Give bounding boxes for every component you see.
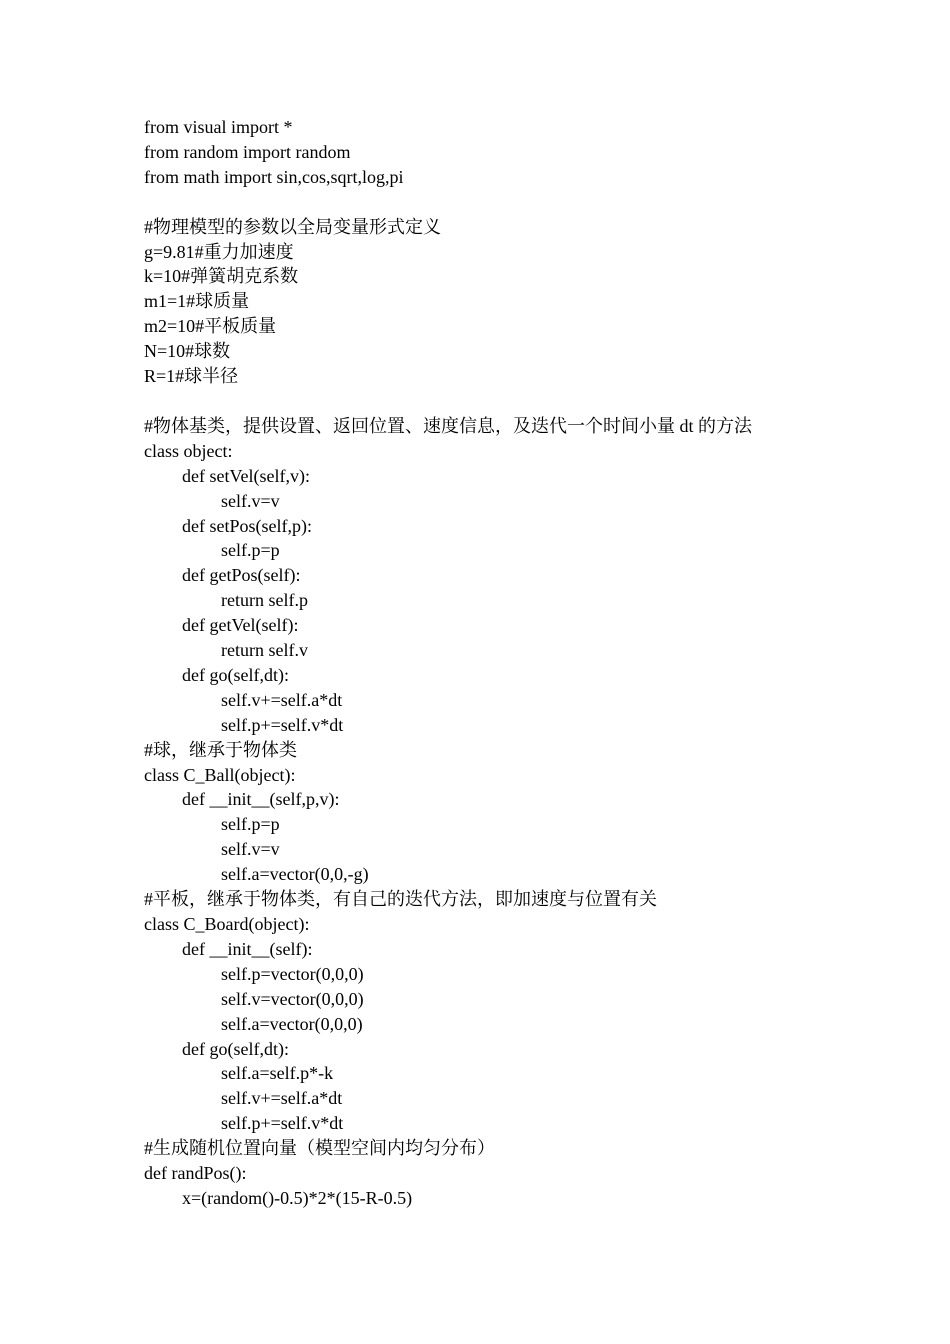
code-line: self.p=p [221,814,280,835]
code-line: return self.v [221,640,308,661]
code-line: def go(self,dt): [182,664,289,685]
code-line: m2=10#平板质量 [144,316,277,337]
code-line: class object: [144,440,233,461]
code-line [144,389,924,414]
code-line: g=9.81#重力加速度 [144,241,294,262]
code-line: def getVel(self): [182,615,299,636]
code-line: x=(random()-0.5)*2*(15-R-0.5) [182,1187,413,1208]
code-line: def go(self,dt): [182,1038,289,1059]
code-line: self.p=vector(0,0,0) [221,963,364,984]
code-line: k=10#弹簧胡克系数 [144,266,299,287]
code-line: self.v+=self.a*dt [221,1088,343,1109]
code-comment-line: #球，继承于物体类 [144,739,297,760]
code-line: self.a=vector(0,0,0) [221,1013,363,1034]
code-line [144,190,924,215]
code-line: m1=1#球质量 [144,291,250,312]
code-line: self.v=v [221,839,280,860]
code-line: self.v+=self.a*dt [221,689,343,710]
code-line: self.a=self.p*-k [221,1063,334,1084]
code-line: def setPos(self,p): [182,515,312,536]
code-line: def randPos(): [144,1163,247,1184]
code-line: class C_Ball(object): [144,764,296,785]
code-comment-line: #生成随机位置向量（模型空间内均匀分布） [144,1138,495,1159]
code-line: self.p+=self.v*dt [221,714,344,735]
code-line: self.p+=self.v*dt [221,1113,344,1134]
code-line: self.v=v [221,490,280,511]
code-line: def __init__(self,p,v): [182,789,340,810]
code-line: return self.p [221,590,308,611]
code-line: from random import random [144,141,351,162]
code-line: def setVel(self,v): [182,465,310,486]
code-comment-line: #物体基类，提供设置、返回位置、速度信息，及迭代一个时间小量 dt 的方法 [144,415,752,436]
code-comment-line: #物理模型的参数以全局变量形式定义 [144,216,441,237]
code-line: R=1#球半径 [144,366,239,387]
code-line: def getPos(self): [182,565,301,586]
code-listing [144,115,924,1211]
code-line: class C_Board(object): [144,914,310,934]
code-line: self.v=vector(0,0,0) [221,988,364,1009]
code-line: self.a=vector(0,0,-g) [221,864,369,885]
code-comment-line: #平板，继承于物体类，有自己的迭代方法，即加速度与位置有关 [144,889,657,910]
code-line: from visual import * [144,117,293,137]
code-line: self.p=p [221,540,280,561]
code-line: N=10#球数 [144,341,231,362]
code-line: from math import sin,cos,sqrt,log,pi [144,166,404,187]
code-line: def __init__(self): [182,938,313,959]
